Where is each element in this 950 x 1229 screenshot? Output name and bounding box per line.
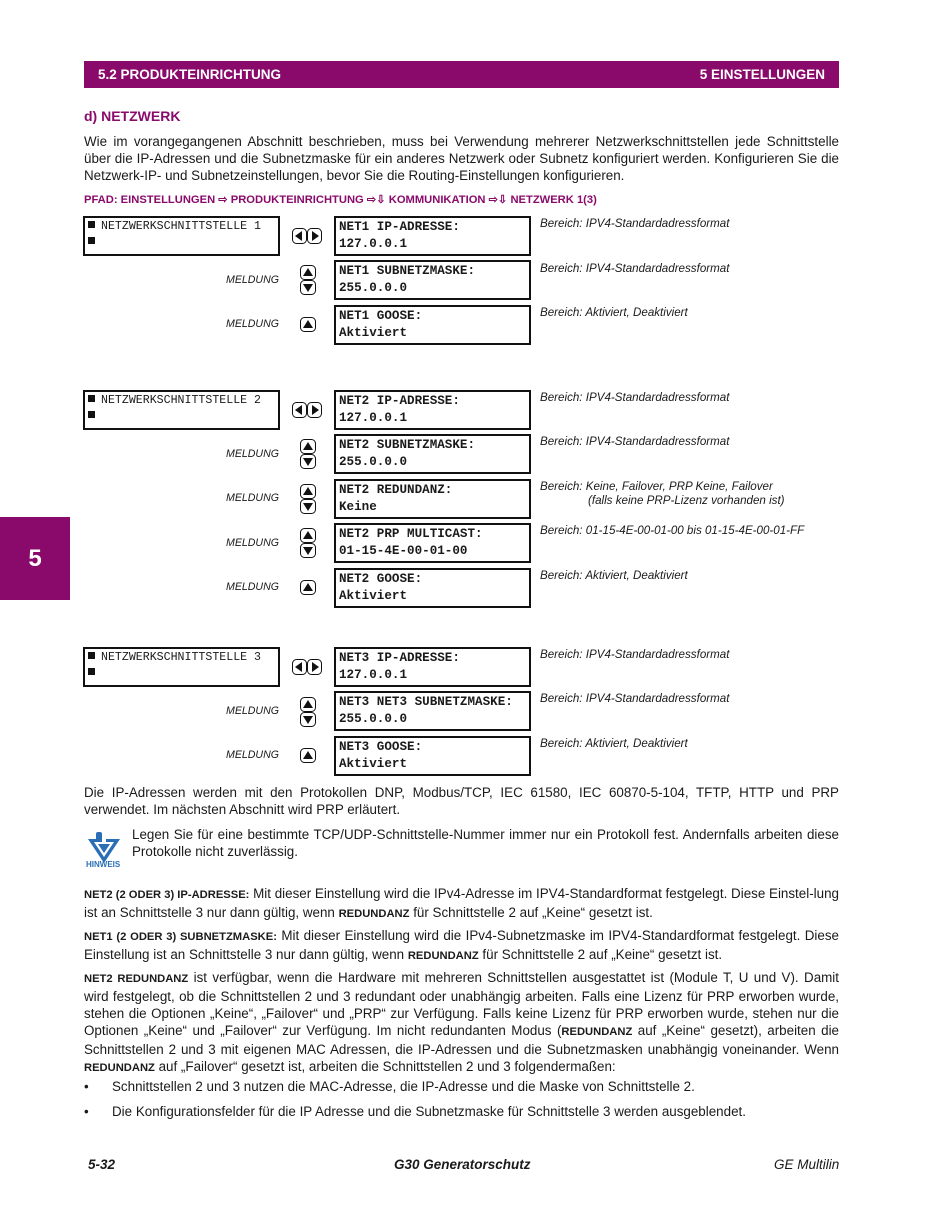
left-right-nav-icon	[292, 402, 322, 418]
group-title: NETZWERKSCHNITTSTELLE 3	[101, 651, 262, 664]
setting-name: NET2 REDUNDANZ:	[339, 483, 453, 497]
section-title: d) NETZWERK	[84, 108, 181, 124]
path-segment-product-setup: PRODUKTEINRICHTUNG	[230, 194, 364, 206]
arrow-right-icon: ⇨	[488, 194, 498, 206]
bullet-square-icon	[88, 221, 95, 228]
setting-value: Aktiviert	[339, 589, 408, 603]
group-header-network-2	[83, 390, 280, 430]
setting-keyword: NET2 (2 ODER 3) IP-ADRESSE:	[84, 889, 250, 901]
footer-company: GE Multilin	[774, 1157, 840, 1172]
desc-subnet-mask	[84, 927, 839, 965]
setting-range: Bereich: IPV4-Standardadressformat	[540, 648, 730, 661]
bullet-square-icon	[88, 652, 95, 659]
note-text: Legen Sie für eine bestimmte TCP/UDP-Schnittstelle-Nummer immer nur ein Protokoll fest. Andernfalls arbeiten diese Protokolle nicht zuverlässig.	[132, 827, 839, 859]
desc-text: ist verfügbar, wenn die Hardware mit mehreren Schnittstellen ausgestattet ist (Module T, U und V). Damit wird festgelegt, ob die Schnittstellen 2 und 3 redundant oder unabhängig arbeiten. Falls eine Lizenz für PRP erworben wurde, stehen die Optionen „Keine“, „Failover“ und „PRP“ zur Verfügung. Falls keine Lizenz für PRP erworben wurde, stehen nur die Optionen „Keine“ und „Failover“ zur Verfügung. Im nicht redundanten Modus (	[84, 970, 839, 1038]
setting-value: 255.0.0.0	[339, 712, 408, 726]
setting-keyword: NET2 REDUNDANZ	[84, 973, 189, 985]
header-section-label: 5.2 PRODUKTEINRICHTUNG	[98, 67, 282, 82]
setting-display-net1-ip	[334, 216, 531, 256]
message-label: MELDUNG	[226, 537, 279, 549]
message-label: MELDUNG	[226, 581, 279, 593]
setting-keyword: REDUNDANZ	[338, 908, 410, 920]
up-nav-icon	[300, 748, 316, 763]
desc-ip-address	[84, 885, 839, 923]
path-segment-network: NETZWERK 1(3)	[510, 194, 597, 206]
setting-display-net2-prp-multicast	[334, 523, 531, 563]
setting-display-net2-mask	[334, 434, 531, 474]
setting-value: Aktiviert	[339, 326, 408, 340]
setting-name: NET2 GOOSE:	[339, 572, 423, 586]
setting-name: NET3 IP-ADRESSE:	[339, 651, 460, 665]
setting-keyword: REDUNDANZ	[407, 950, 479, 962]
chapter-side-tab: 5	[0, 517, 70, 600]
up-nav-icon	[300, 580, 316, 595]
bullet-dot: •	[84, 1104, 89, 1119]
settings-path	[84, 193, 597, 206]
page-header-bar	[84, 61, 839, 88]
protocols-paragraph: Die IP-Adressen werden mit den Protokollen DNP, Modbus/TCP, IEC 61580, IEC 60870-5-104, TFTP, HTTP und PRP verwendet. Im nächsten Abschnitt wird PRP erläutert.	[84, 785, 839, 817]
setting-range	[540, 480, 785, 508]
group-header-network-3	[83, 647, 280, 687]
setting-display-net3-mask	[334, 691, 531, 731]
message-label: MELDUNG	[226, 705, 279, 717]
message-label: MELDUNG	[226, 749, 279, 761]
setting-range: Bereich: IPV4-Standardadressformat	[540, 435, 730, 448]
up-down-nav-icon	[300, 439, 316, 469]
setting-range: Bereich: IPV4-Standardadressformat	[540, 217, 730, 230]
setting-value: 255.0.0.0	[339, 281, 408, 295]
message-label: MELDUNG	[226, 274, 279, 286]
up-down-nav-icon	[300, 484, 316, 514]
setting-name: NET2 SUBNETZMASKE:	[339, 438, 476, 452]
setting-name: NET2 PRP MULTICAST:	[339, 527, 483, 541]
bullet-square-icon	[88, 668, 95, 675]
group-header-network-1	[83, 216, 280, 256]
setting-value: 255.0.0.0	[339, 455, 408, 469]
setting-keyword: REDUNDANZ	[84, 1062, 155, 1074]
bullet-square-icon	[88, 395, 95, 402]
message-label: MELDUNG	[226, 492, 279, 504]
up-down-nav-icon	[300, 265, 316, 295]
group-title: NETZWERKSCHNITTSTELLE 1	[101, 220, 262, 233]
setting-value: 127.0.0.1	[339, 668, 408, 682]
desc-text: Mit dieser Einstellung wird die IPv4-Adresse im IPV4-Standardformat festgelegt. Diese Einstel-lung ist an Schnittstelle 3 nur dann gültig, wenn	[84, 886, 839, 920]
up-down-nav-icon	[300, 528, 316, 558]
bullet-dot: •	[84, 1079, 89, 1094]
up-down-nav-icon	[300, 697, 316, 727]
setting-range: Bereich: IPV4-Standardadressformat	[540, 391, 730, 404]
desc-text: für Schnittstelle 2 auf „Keine“ gesetzt ist.	[482, 947, 723, 962]
desc-redundancy	[84, 969, 839, 1077]
group-title: NETZWERKSCHNITTSTELLE 2	[101, 394, 262, 407]
setting-name: NET3 NET3 SUBNETZMASKE:	[339, 695, 513, 709]
header-chapter-label: 5 EINSTELLUNGEN	[699, 67, 825, 82]
list-item	[84, 1079, 839, 1097]
list-item	[84, 1104, 839, 1122]
setting-range: Bereich: Aktiviert, Deaktiviert	[540, 737, 688, 750]
setting-range: Bereich: IPV4-Standardadressformat	[540, 262, 730, 275]
setting-name: NET3 GOOSE:	[339, 740, 423, 754]
desc-text: Mit dieser Einstellung wird die IPv4-Subnetzmaske im IPV4-Standardformat festgelegt. Diese Einstellung ist an Schnittstelle 3 nur dann gültig, wenn	[84, 928, 839, 962]
arrow-down-icon: ⇩	[376, 194, 386, 206]
setting-range: Bereich: Aktiviert, Deaktiviert	[540, 306, 688, 319]
path-segment-communication: KOMMUNIKATION	[388, 194, 486, 206]
setting-name: NET1 SUBNETZMASKE:	[339, 264, 476, 278]
up-nav-icon	[300, 317, 316, 332]
setting-value: Keine	[339, 500, 377, 514]
bullet-square-icon	[88, 237, 95, 244]
range-line-2: (falls keine PRP-Lizenz vorhanden ist)	[588, 494, 785, 507]
arrow-down-icon: ⇩	[497, 194, 508, 206]
desc-text: auf „Keine“ gesetzt), arbeiten die Schnittstellen 2 und 3 mit eigenen MAC Adressen, die IP-Adressen und die Subnetzmasken unabhängig voneinander. Wenn	[84, 1023, 839, 1057]
setting-value: Aktiviert	[339, 757, 408, 771]
setting-display-net3-goose	[334, 736, 531, 776]
setting-name: NET1 GOOSE:	[339, 309, 423, 323]
setting-value: 01-15-4E-00-01-00	[339, 544, 468, 558]
left-right-nav-icon	[292, 228, 322, 244]
bullet-square-icon	[88, 411, 95, 418]
note-label: HINWEIS	[86, 860, 121, 869]
setting-range: Bereich: 01-15-4E-00-01-00 bis 01-15-4E-00-01-FF	[540, 524, 805, 537]
desc-text: für Schnittstelle 2 auf „Keine“ gesetzt ist.	[413, 905, 653, 920]
desc-text: auf „Failover“ gesetzt ist, arbeiten die Schnittstellen 2 und 3 folgendermaßen:	[158, 1059, 616, 1074]
setting-keyword: REDUNDANZ	[561, 1026, 633, 1038]
setting-display-net2-ip	[334, 390, 531, 430]
setting-range: Bereich: Aktiviert, Deaktiviert	[540, 569, 688, 582]
list-item-text: Die Konfigurationsfelder für die IP Adresse und die Subnetzmaske für Schnittstelle 3 werden ausgeblendet.	[112, 1104, 746, 1119]
setting-name: NET2 IP-ADRESSE:	[339, 394, 460, 408]
setting-display-net1-goose	[334, 305, 531, 345]
setting-keyword: NET1 (2 ODER 3) SUBNETZMASKE:	[84, 931, 277, 943]
setting-display-net2-goose	[334, 568, 531, 608]
setting-range: Bereich: IPV4-Standardadressformat	[540, 692, 730, 705]
setting-value: 127.0.0.1	[339, 237, 408, 251]
setting-display-net2-redundancy	[334, 479, 531, 519]
range-line-1: Bereich: Keine, Failover, PRP Keine, Failover	[540, 480, 773, 493]
list-item-text: Schnittstellen 2 und 3 nutzen die MAC-Adresse, die IP-Adresse und die Maske von Schnittstelle 2.	[112, 1079, 695, 1094]
arrow-right-icon: ⇨	[218, 194, 228, 206]
left-right-nav-icon	[292, 659, 322, 675]
message-label: MELDUNG	[226, 448, 279, 460]
arrow-right-icon: ⇨	[366, 194, 377, 206]
setting-display-net3-ip	[334, 647, 531, 687]
setting-display-net1-mask	[334, 260, 531, 300]
footer-page-number: 5-32	[88, 1157, 116, 1172]
setting-name: NET1 IP-ADRESSE:	[339, 220, 460, 234]
footer-product-name: G30 Generatorschutz	[394, 1157, 531, 1172]
path-segment-settings: PFAD: EINSTELLUNGEN	[84, 194, 216, 206]
message-label: MELDUNG	[226, 318, 279, 330]
setting-value: 127.0.0.1	[339, 411, 408, 425]
intro-paragraph: Wie im vorangegangenen Abschnitt beschrieben, muss bei Verwendung mehrerer Netzwerkschnittstellen jede Schnittstelle über die IP-Adressen und die Subnetzmaske für ein anderes Netzwerk oder Subnetz konfiguriert werden. Konfigurieren Sie die Netzwerk-IP- und Subnetzeinstellungen, bevor Sie die Routing-Einstellungen konfigurieren.	[84, 134, 839, 183]
